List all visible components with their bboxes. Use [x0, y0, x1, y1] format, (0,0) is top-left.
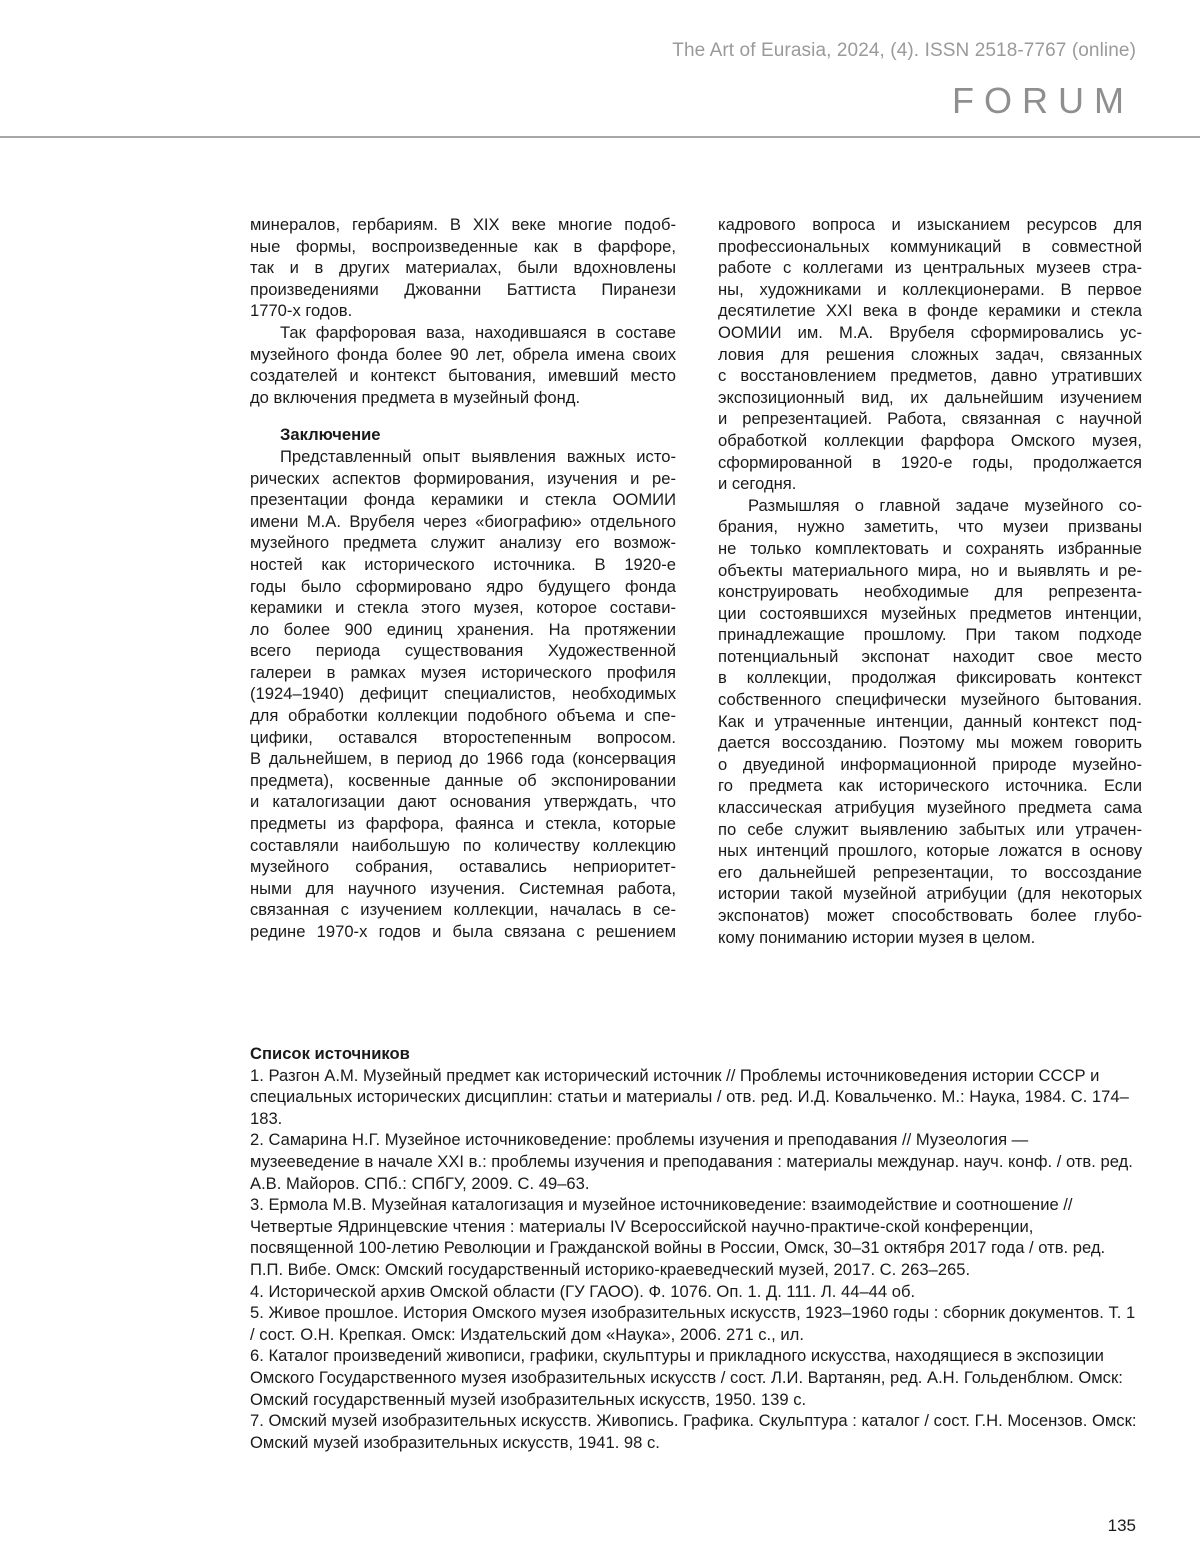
text-line: сформированной в 1920-е годы, продолжается — [718, 452, 1142, 472]
text-line: принадлежащие прошлому. При таком подходе — [718, 625, 1142, 645]
text-line: Представленный опыт выявления важных исто- — [280, 446, 676, 466]
text-line: экспонатов) может способствовать более глубо- — [718, 906, 1142, 925]
text-line: и сегодня. — [718, 474, 797, 494]
text-line: обработкой коллекции фарфора Омского музея, — [718, 430, 1142, 450]
text-line: брания, нужно заметить, что музеи призваны — [718, 517, 1142, 537]
text-line: цифики, оставался второстепенным вопросом. — [250, 727, 676, 747]
text-line: о двуединой информационной природе музейно- — [718, 754, 1142, 774]
text-line: ловия для решения сложных задач, связанных — [718, 344, 1142, 364]
text-line: конструировать необходимые для репрезента- — [718, 582, 1142, 602]
text-line: ло более 900 единиц хранения. На протяжении — [250, 619, 676, 639]
text-line: кому пониманию истории музея в целом. — [718, 927, 1036, 947]
text-line: классическая атрибуция музейного предмета сама — [718, 798, 1142, 818]
text-line: для обработки коллекции подобного объема и спе- — [250, 706, 676, 726]
text-line: до включения предмета в музейный фонд. — [250, 387, 581, 407]
text-line: по себе служит выявлению забытых или утрачен- — [718, 819, 1142, 839]
reference-item: 7. Омский музей изобразительных искусств. Живопись. Графика. Скульптура : каталог / сост. Г.Н. Мосензов. Омск: Омский музей изобразительных искусств, 1941. 98 с. — [250, 1411, 1137, 1452]
text-line: ных интенций прошлого, которые ложатся в основу — [718, 841, 1142, 861]
text-line: произведениями Джованни Баттиста Пиранези — [250, 279, 676, 299]
text-line: музейного предмета служит анализу его возмож- — [250, 533, 676, 553]
text-line: составляли наибольшую по количеству коллекцию — [250, 835, 676, 855]
text-line: В дальнейшем, в период до 1966 года (консервация — [250, 749, 676, 769]
text-line: не только комплектовать и сохранять избранные — [718, 538, 1142, 558]
references-section — [250, 1043, 1140, 1453]
reference-item: 2. Самарина Н.Г. Музейное источниковедение: проблемы изучения и преподавания // Музеология — музееведение в начале XXI в.: проблемы изучения и преподавания : материалы междунар. науч. конф. / отв. ред. А.В. Майоров. СПб.: СПбГУ, 2009. С. 49–63. — [250, 1130, 1133, 1193]
header-rule — [0, 136, 1200, 138]
text-line: объекты материального мира, но и выявлять и ре- — [718, 560, 1142, 580]
text-line: керамики и стекла этого музея, которое состави- — [250, 598, 676, 618]
text-line: кадрового вопроса и изысканием ресурсов для — [718, 215, 1142, 234]
reference-item: 3. Ермола М.В. Музейная каталогизация и музейное источниковедение: взаимодействие и соотношение // Четвертые Ядринцевские чтения : материалы IV Всероссийской научно-практиче-ской конференции, посвященной 100-летию Революции и Гражданской войны в России, Омск, 30–31 октября 2017 года / отв. ред. П.П. Вибе. Омск: Омский государственный историко-краеведческий музей, 2017. С. 263–265. — [250, 1195, 1106, 1279]
text-line: с восстановлением предметов, давно утративших — [718, 366, 1142, 386]
text-line: создателей и контекст бытования, имевший место — [250, 366, 676, 386]
section-label: FORUM — [952, 80, 1134, 121]
journal-header-line: The Art of Eurasia, 2024, (4). ISSN 2518-7767 (online) — [672, 40, 1136, 61]
text-line: презентации фонда керамики и стекла ООМИИ — [250, 490, 676, 510]
text-line: профессиональных коммуникаций в совместной — [718, 236, 1142, 256]
text-line: музейного собрания, оставались неприоритет- — [250, 857, 676, 877]
reference-item: 5. Живое прошлое. История Омского музея изобразительных искусств, 1923–1960 годы : сборник документов. Т. 1 / сост. О.Н. Крепкая. Омск: Издательский дом «Наука», 2006. 271 с., ил. — [250, 1303, 1136, 1344]
text-line: работе с коллегами из центральных музеев стра- — [718, 258, 1142, 278]
text-line: 1770-х годов. — [250, 301, 353, 321]
text-line: Как и утраченные интенции, данный контекст под- — [718, 711, 1142, 731]
left-column — [250, 214, 676, 943]
text-line: годы было сформировано ядро будущего фонда — [250, 576, 676, 596]
text-line: и каталогизации дают основания утверждать, что — [250, 792, 676, 812]
text-line: истории такой музейной атрибуции (для некоторых — [718, 884, 1142, 904]
text-line: дается воссозданию. Поэтому мы можем говорить — [718, 733, 1142, 753]
text-line: предмета), косвенные данные об экспонировании — [250, 770, 676, 790]
text-line: имени М.А. Врубеля через «биографию» отдельного — [250, 511, 676, 531]
text-line: редине 1970-х годов и была связана с решением — [250, 922, 676, 941]
text-line: и репрезентацией. Работа, связанная с научной — [718, 409, 1142, 429]
text-line: го предмета как исторического источника. Если — [718, 776, 1142, 796]
text-line: связанная с изучением коллекции, началась в се- — [250, 900, 676, 920]
text-line: десятилетие XXI века в фонде керамики и стекла — [718, 301, 1142, 321]
text-line: собственного специфически музейного бытования. — [718, 690, 1142, 710]
references-title: Список источников — [250, 1044, 410, 1063]
text-line: ции состоявшихся музейных предметов интенции, — [718, 603, 1142, 623]
text-line: его дальнейшей репрезентации, то воссоздание — [718, 862, 1142, 882]
text-line: рических аспектов формирования, изучения и ре- — [250, 468, 676, 488]
text-line: так и в других материалах, были вдохновлены — [250, 258, 676, 278]
text-line: музейного фонда более 90 лет, обрела имена своих — [250, 344, 676, 364]
text-line: (1924–1940) дефицит специалистов, необходимых — [250, 684, 676, 704]
text-line: ны, художниками и коллекционерами. В первое — [718, 279, 1142, 299]
text-line: предметы из фарфора, фаянса и стекла, которые — [250, 814, 676, 834]
page-number: 135 — [1107, 1516, 1136, 1535]
right-column — [718, 214, 1142, 948]
text-line: экспозиционный вид, их дальнейшим изучением — [718, 387, 1142, 407]
reference-item: 1. Разгон А.М. Музейный предмет как исторический источник // Проблемы источниковедения истории СССР и специальных исторических дисциплин: статьи и материалы / отв. ред. И.Д. Ковальченко. М.: Наука, 1984. С. 174–183. — [250, 1065, 1129, 1128]
reference-item: 4. Исторической архив Омской области (ГУ ГАОО). Ф. 1076. Оп. 1. Д. 111. Л. 44–44 об. — [250, 1281, 916, 1301]
text-line: потенциальный экспонат находит свое место — [718, 646, 1142, 666]
text-line: галереи в рамках музея исторического профиля — [250, 662, 676, 682]
text-line: ными для научного изучения. Системная работа, — [250, 878, 676, 898]
text-line: Так фарфоровая ваза, находившаяся в составе — [280, 322, 676, 342]
text-line: ные формы, воспроизведенные как в фарфоре, — [250, 236, 676, 256]
text-line: ностей как исторического источника. В 1920-е — [250, 554, 676, 574]
conclusion-heading: Заключение — [280, 425, 381, 445]
text-line: Размышляя о главной задаче музейного со- — [748, 495, 1142, 515]
text-line: минералов, гербариям. В XIX веке многие подоб- — [250, 215, 676, 234]
text-line: всего периода существования Художественной — [250, 641, 676, 661]
text-line: в коллекции, продолжая фиксировать контекст — [718, 668, 1142, 688]
reference-item: 6. Каталог произведений живописи, графики, скульптуры и прикладного искусства, находящиеся в экспозиции Омского Государственного музея изобразительных искусств / сост. Л.И. Вартанян, ред. А.Н. Гольденблюм. Омск: Омский государственный музей изобразительных искусств, 1950. 139 с. — [250, 1346, 1123, 1409]
text-line: ООМИИ им. М.А. Врубеля сформировались ус- — [718, 322, 1142, 342]
